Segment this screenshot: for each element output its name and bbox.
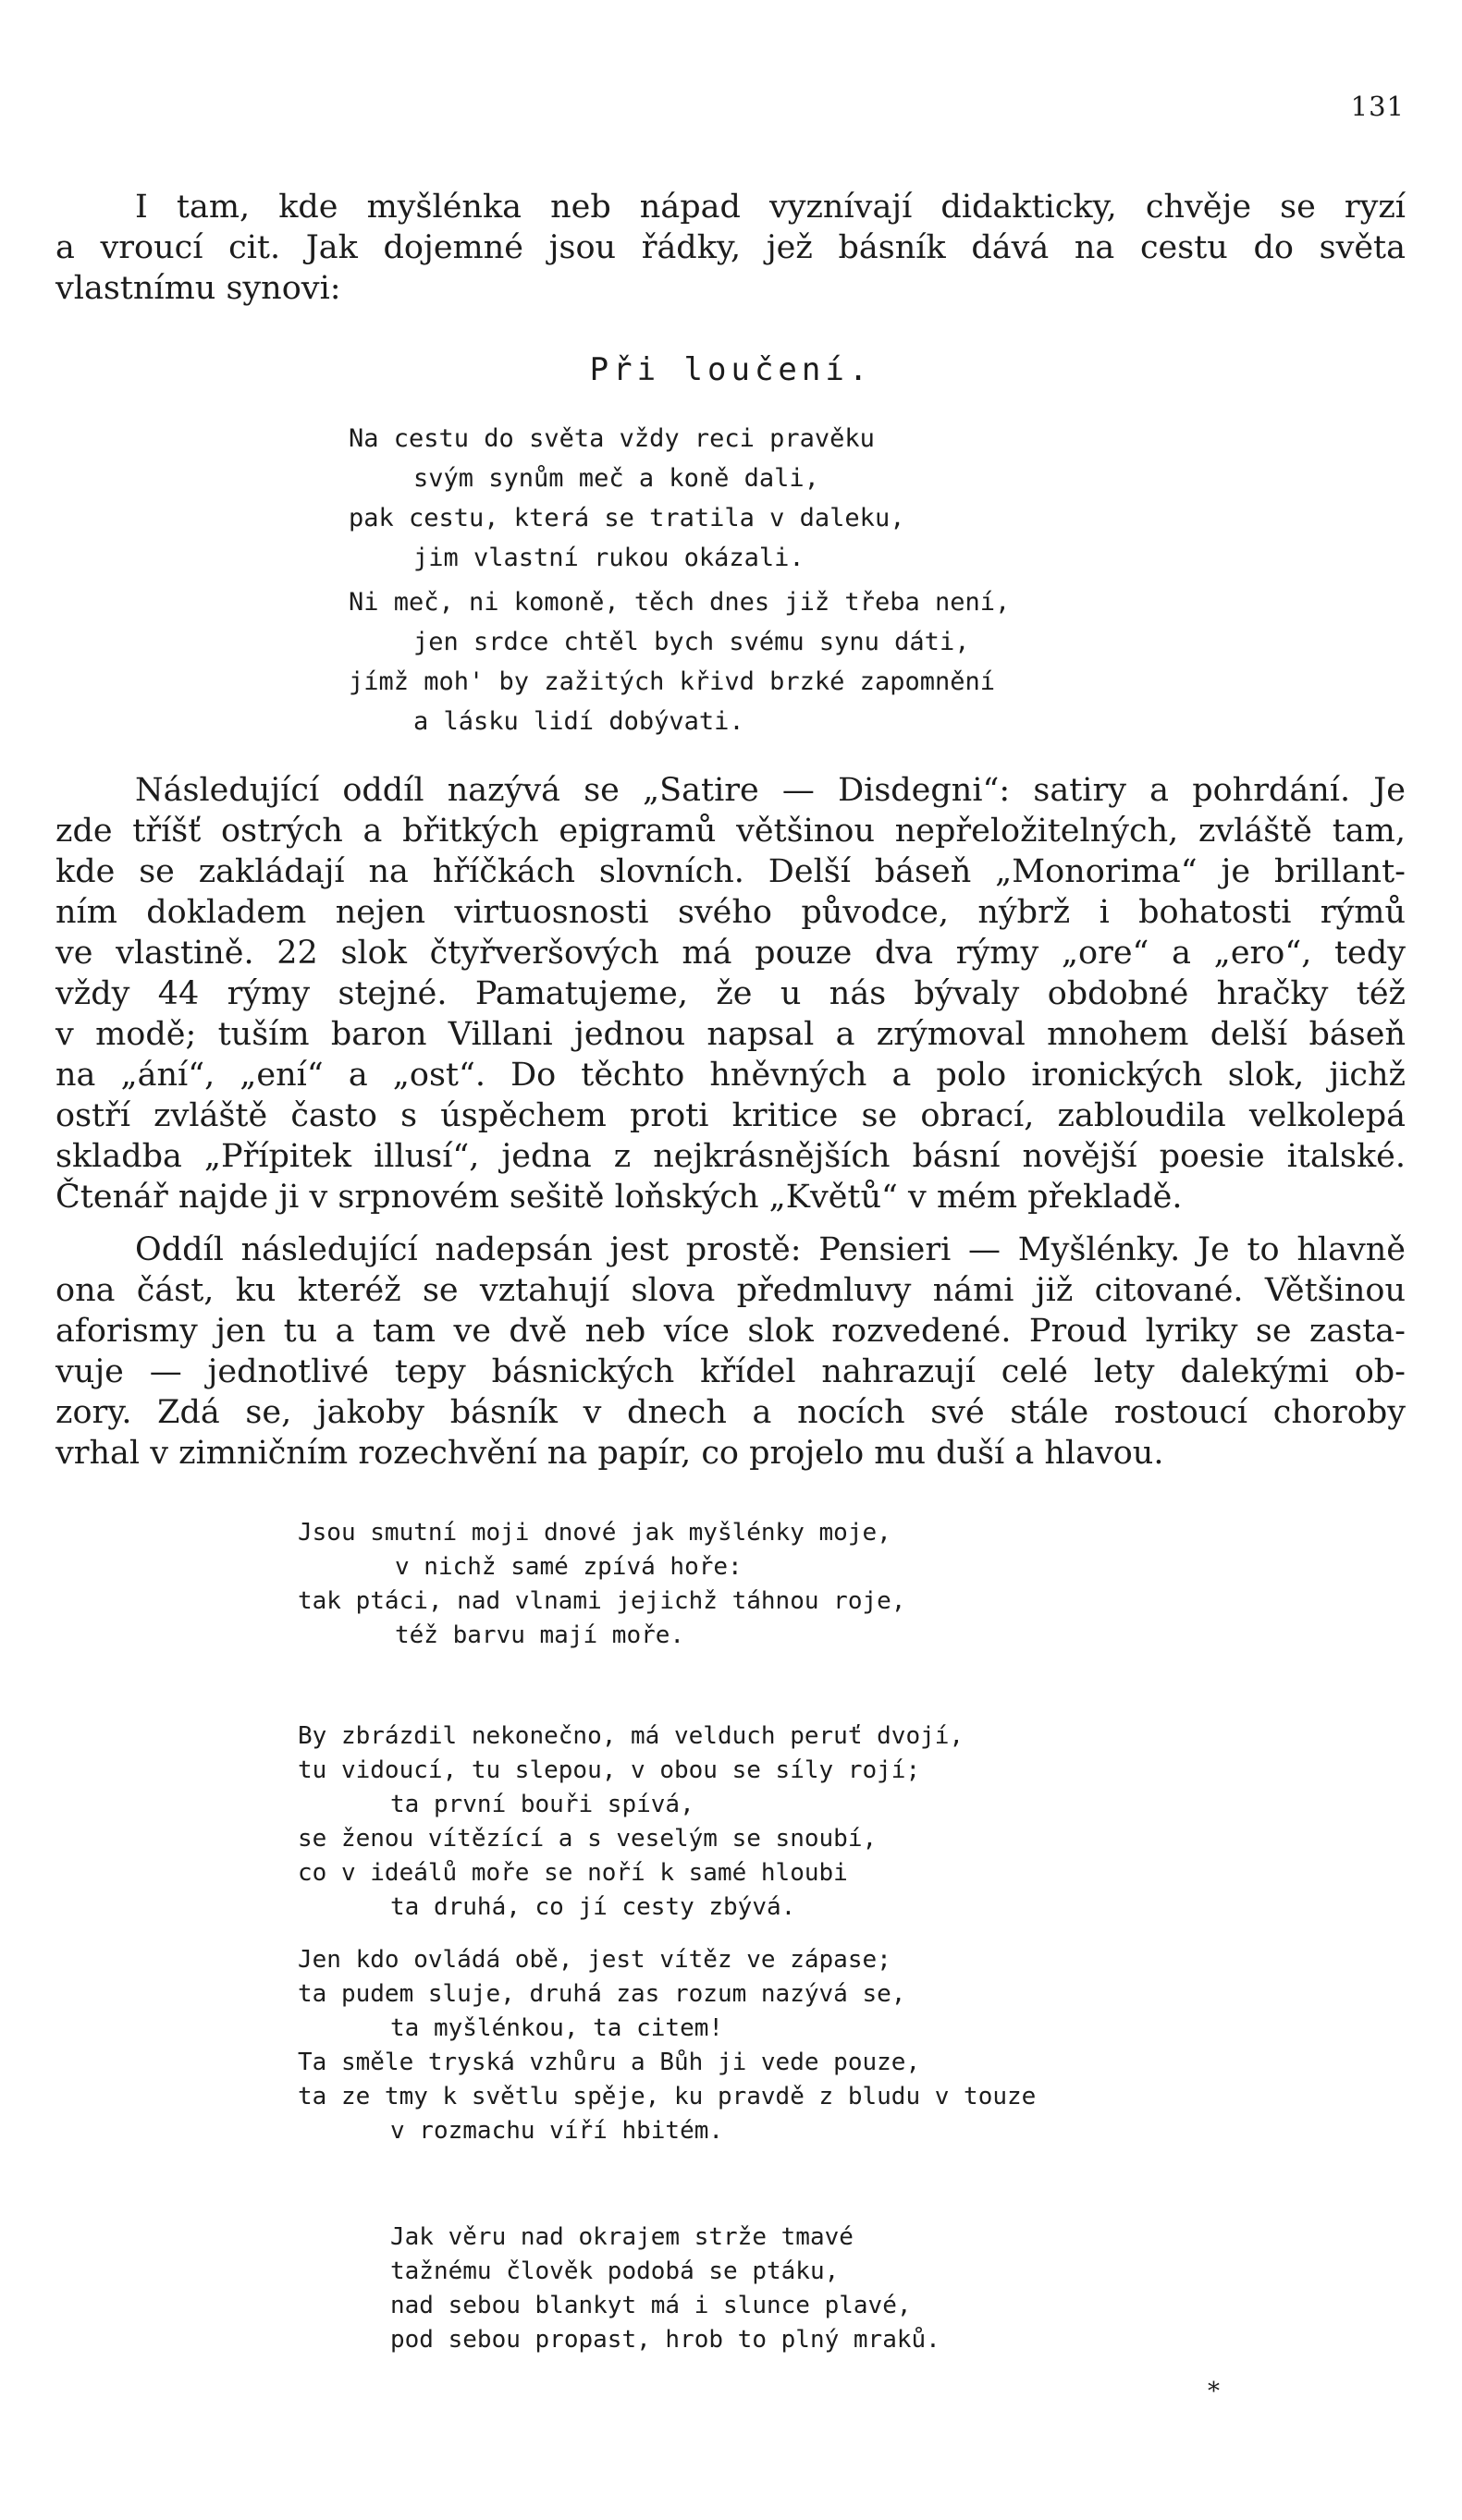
verse-line: pod sebou propast, hrob to plný mraků. <box>390 2326 940 2354</box>
text-line: na „ání“, „ení“ a „ost“. Do těchto hněvných a polo ironických slok, jichž <box>55 1057 1406 1094</box>
text-line: vlastnímu synovi: <box>55 270 341 307</box>
text-line: Oddíl následující nadepsán jest prostě: Pensieri — Myšlénky. Je to hlavně <box>135 1231 1406 1268</box>
text-line: vuje — jednotlivé tepy básnických křídel nahrazují celé lety dalekými ob- <box>55 1353 1406 1390</box>
text-line: ním dokladem nejen virtuosnosti svého původce, nýbrž i bohatosti rýmů <box>55 894 1406 931</box>
text-line: vrhal v zimničním rozechvění na papír, co projelo mu duší a hlavou. <box>55 1435 1164 1472</box>
verse-line: ta druhá, co jí cesty zbývá. <box>390 1893 796 1921</box>
verse-line: svým synům meč a koně dali, <box>413 464 819 493</box>
verse-line: ta myšlénkou, ta citem! <box>390 2014 724 2042</box>
text-line: skladba „Přípitek illusí“, jedna z nejkrásnějších básní novější poesie italské. <box>55 1138 1406 1175</box>
verse-line: tak ptáci, nad vlnami jejichž táhnou roje, <box>298 1587 906 1615</box>
verse-line: a lásku lidí dobývati. <box>413 707 744 736</box>
verse-line: By zbrázdil nekonečno, má velduch peruť dvojí, <box>298 1722 964 1750</box>
intro-paragraph <box>55 187 1406 309</box>
verse-line: ta první bouři spívá, <box>390 1791 694 1818</box>
verse-line: Jak věru nad okrajem strže tmavé <box>390 2223 854 2251</box>
verse-line: Ni meč, ni komoně, těch dnes již třeba není, <box>349 588 1011 617</box>
poem-stanza <box>349 582 1010 741</box>
text-line: kde se zakládají na hříčkách slovních. Delší báseň „Monorima“ je brillant- <box>55 853 1406 890</box>
poem-stanza <box>349 419 904 578</box>
verse-line: tu vidoucí, tu slepou, v obou se síly rojí; <box>298 1756 921 1784</box>
verse-line: v rozmachu víří hbitém. <box>390 2117 724 2145</box>
verse-line: v nichž samé zpívá hoře: <box>395 1553 743 1581</box>
text-line: ona část, ku kteréž se vztahují slova předmluvy námi již citované. Většinou <box>55 1272 1406 1309</box>
text-line: aforismy jen tu a tam ve dvě neb více slok rozvedené. Proud lyriky se zasta- <box>55 1313 1406 1350</box>
text-line: zde tříšť ostrých a břitkých epigramů většinou nepřeložitelných, zvláště tam, <box>55 813 1406 850</box>
text-line: vždy 44 rýmy stejné. Pamatujeme, že u nás bývaly obdobné hračky též <box>55 975 1406 1012</box>
text-line: a vroucí cit. Jak dojemné jsou řádky, jež básník dává na cestu do světa <box>55 229 1406 266</box>
verse-line: tažnému člověk podobá se ptáku, <box>390 2257 840 2285</box>
verse-line: nad sebou blankyt má i slunce plavé, <box>390 2292 912 2319</box>
verse-line: jim vlastní rukou okázali. <box>413 544 805 572</box>
verse-line: pak cestu, která se tratila v daleku, <box>349 504 905 532</box>
verse-line: jímž moh' by zažitých křivd brzké zapomnění <box>349 667 995 696</box>
verse-line: co v ideálů moře se noří k samé hloubi <box>298 1859 848 1887</box>
text-line: zory. Zdá se, jakoby básník v dnech a nocích své stále rostoucí choroby <box>55 1394 1406 1431</box>
verse-line: též barvu mají moře. <box>395 1621 685 1649</box>
poem-stanza <box>298 1943 1036 2148</box>
verse-line: Na cestu do světa vždy reci pravěku <box>349 424 875 453</box>
verse-line: jen srdce chtěl bych svému synu dáti, <box>413 628 970 656</box>
poem-stanza <box>298 1719 964 1925</box>
footnote-asterisk: * <box>1208 2378 1220 2405</box>
text-line: Následující oddíl nazývá se „Satire — Disdegni“: satiry a pohrdání. Je <box>135 772 1406 809</box>
verse-line: Jen kdo ovládá obě, jest vítěz ve zápase; <box>298 1946 891 1974</box>
page-number: 131 <box>1350 91 1405 122</box>
pensieri-paragraph <box>55 1229 1406 1474</box>
verse-line: Jsou smutní moji dnové jak myšlénky moje, <box>298 1519 891 1547</box>
text-line: I tam, kde myšlénka neb nápad vyznívají didakticky, chvěje se ryzí <box>135 189 1406 226</box>
text-line: v modě; tuším baron Villani jednou napsal a zrýmoval mnohem delší báseň <box>55 1016 1406 1053</box>
verse-line: ta pudem sluje, druhá zas rozum nazývá se, <box>298 1980 906 2008</box>
text-line: Čtenář najde ji v srpnovém sešitě loňských „Květů“ v mém překladě. <box>55 1179 1183 1216</box>
poem-stanza <box>298 1516 905 1653</box>
text-line: ve vlastině. 22 slok čtyřveršových má pouze dva rýmy „ore“ a „ero“, tedy <box>55 935 1406 972</box>
verse-line: Ta směle tryská vzhůru a Bůh ji vede pouze, <box>298 2049 921 2076</box>
poem-stanza <box>390 2220 940 2357</box>
text-line: ostří zvláště často s úspěchem proti kritice se obrací, zabloudila velkolepá <box>55 1097 1406 1134</box>
poem-title: Při loučení. <box>589 351 873 388</box>
verse-line: ta ze tmy k světlu spěje, ku pravdě z bludu v touze <box>298 2083 1037 2110</box>
satire-paragraph <box>55 770 1406 1217</box>
verse-line: se ženou vítězící a s veselým se snoubí, <box>298 1825 878 1853</box>
